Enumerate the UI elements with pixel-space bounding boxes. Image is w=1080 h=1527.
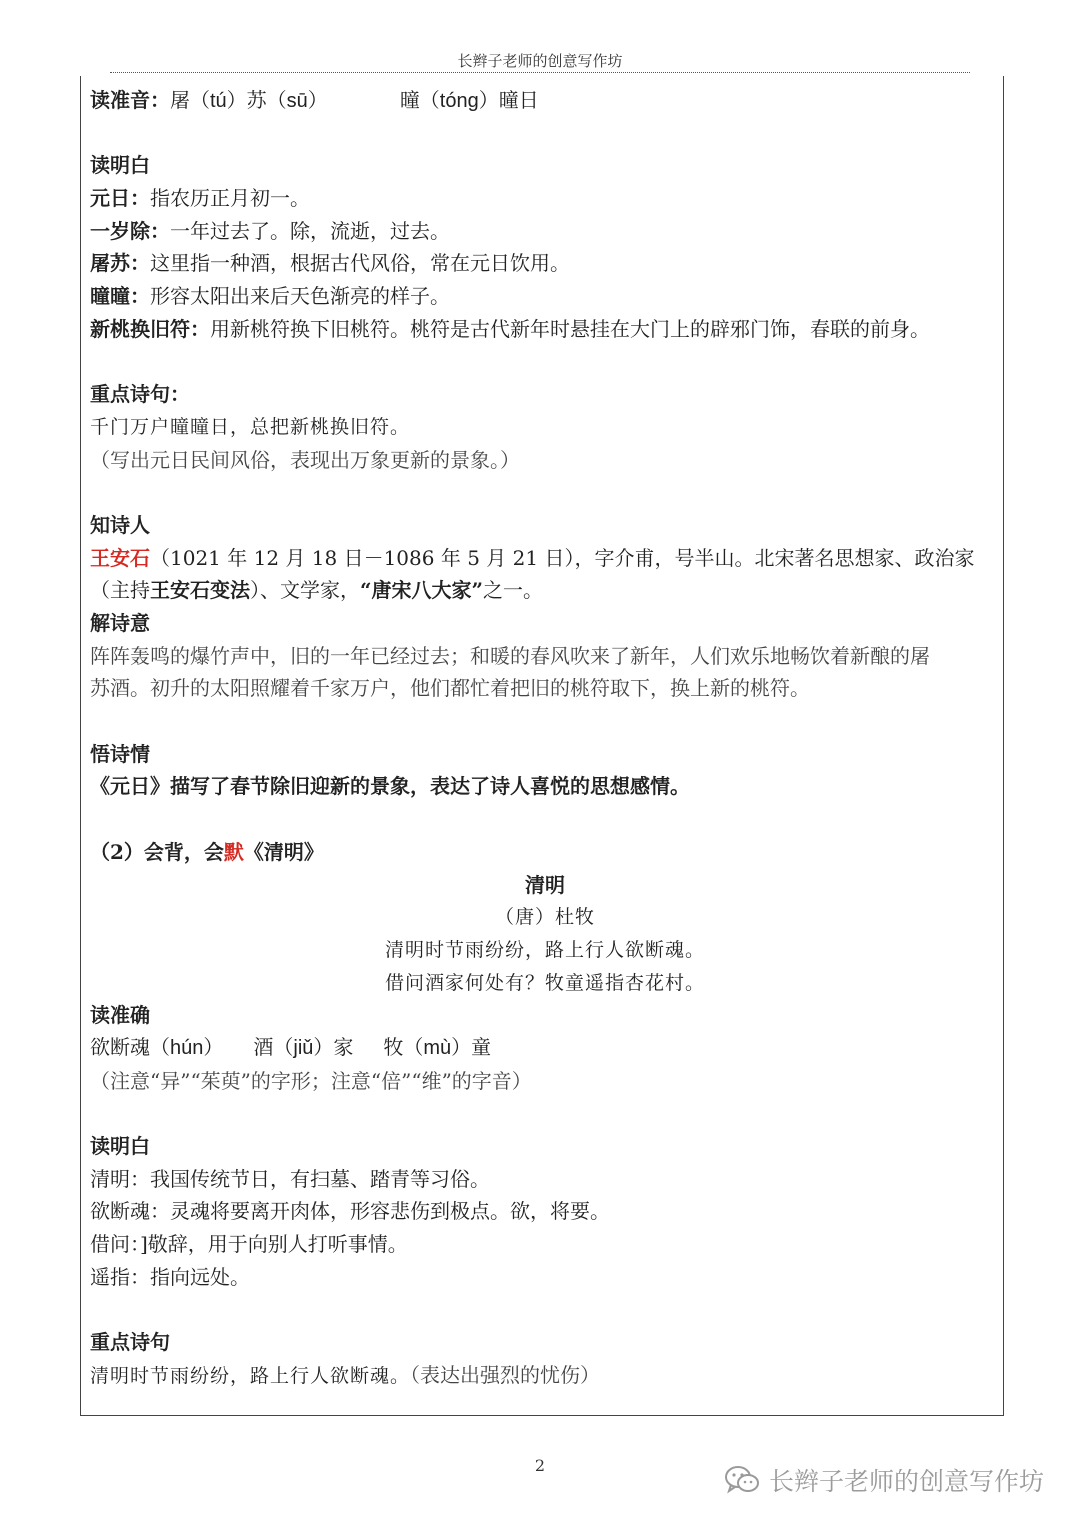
poem-meaning-line: 苏酒。初升的太阳照耀着千家万户，他们都忙着把旧的桃符取下，换上新的桃符。 bbox=[90, 676, 810, 701]
term-definition: 借问：]敬辞，用于向别人打听事情。 bbox=[90, 1232, 408, 1257]
page-header: 长辫子老师的创意写作坊 bbox=[457, 52, 623, 70]
poet-bio-line: （主持王安石变法）、文学家，“唐宋八大家”之一。 bbox=[90, 578, 544, 603]
section-heading: 悟诗情 bbox=[90, 741, 150, 766]
pronunciation-line bbox=[90, 84, 1000, 117]
term-definition: 新桃换旧符：用新桃符换下旧桃符。桃符是古代新年时悬挂在大门上的辟邪门饰，春联的前身。 bbox=[90, 316, 930, 341]
section-heading: 重点诗句： bbox=[90, 382, 190, 407]
key-poem-line: 千门万户曈曈日，总把新桃换旧符。 bbox=[90, 415, 411, 438]
pronunciation-item: 曈（tóng）曈日 bbox=[399, 90, 539, 112]
pronunciation-item: 屠（tú）苏（sū） bbox=[170, 90, 328, 112]
page-number: 2 bbox=[534, 1456, 546, 1475]
poem-author: （唐）杜牧 bbox=[494, 906, 595, 929]
term-definition: 曈曈：形容太阳出来后天色渐亮的样子。 bbox=[90, 284, 450, 309]
section-heading: 读明白 bbox=[90, 1134, 150, 1158]
term-definition: 屠苏：这里指一种酒，根据古代风俗，常在元日饮用。 bbox=[90, 251, 570, 276]
watermark bbox=[723, 1462, 1044, 1498]
header-divider bbox=[110, 72, 970, 73]
watermark-text: 长辫子老师的创意写作坊 bbox=[768, 1467, 1044, 1496]
term-definition: 遥指：指向远处。 bbox=[90, 1264, 250, 1289]
poem-title: 清明 bbox=[525, 872, 565, 897]
section-heading: 解诗意 bbox=[90, 611, 150, 635]
term-definition: 欲断魂：灵魂将要离开肉体，形容悲伤到极点。欲，将要。 bbox=[90, 1199, 610, 1224]
pronunciation-line: 欲断魂（hún） 酒（jiǔ）家 牧（mù）童 bbox=[90, 1036, 492, 1059]
term-definition: 清明：我国传统节日，有扫墓、踏青等习俗。 bbox=[90, 1166, 490, 1191]
task-heading: （2）会背，会默《清明》 bbox=[90, 839, 324, 864]
poem-meaning-line: 阵阵轰鸣的爆竹声中，旧的一年已经过去；和暖的春风吹来了新年，人们欢乐地畅饮着新酿的屠 bbox=[90, 643, 930, 668]
poem-line: 借问酒家何处有？牧童遥指杏花村。 bbox=[384, 971, 705, 994]
section-heading: 知诗人 bbox=[90, 512, 150, 537]
key-poem-line: 清明时节雨纷纷，路上行人欲断魂。（表达出强烈的忧伤） bbox=[90, 1362, 601, 1387]
document-content bbox=[90, 84, 1000, 1392]
wechat-icon bbox=[723, 1464, 761, 1496]
section-heading: 读准确 bbox=[90, 1003, 150, 1028]
section-heading: 重点诗句 bbox=[90, 1330, 170, 1355]
poet-name: 王安石 bbox=[90, 545, 150, 570]
poet-bio-line: 王安石（1021 年 12 月 18 日－1086 年 5 月 21 日），字介甫，号半山。北宋著名思想家、政治家 bbox=[90, 545, 975, 570]
poem-line: 清明时节雨纷纷，路上行人欲断魂。 bbox=[384, 938, 705, 961]
poem-feeling-text: 《元日》描写了春节除旧迎新的景象，表达了诗人喜悦的思想感情。 bbox=[90, 774, 690, 799]
pronunciation-label: 读准音： bbox=[90, 88, 170, 112]
term-definition: 一岁除：一年过去了。除，流逝，过去。 bbox=[90, 218, 450, 243]
pronunciation-note: （注意“异”“茱萸”的字形；注意“倍”“维”的字音） bbox=[90, 1068, 532, 1093]
section-heading: 读明白 bbox=[90, 153, 150, 178]
term-definition: 元日：指农历正月初一。 bbox=[90, 186, 310, 211]
key-line-note: （写出元日民间风俗，表现出万象更新的景象。） bbox=[90, 447, 520, 472]
